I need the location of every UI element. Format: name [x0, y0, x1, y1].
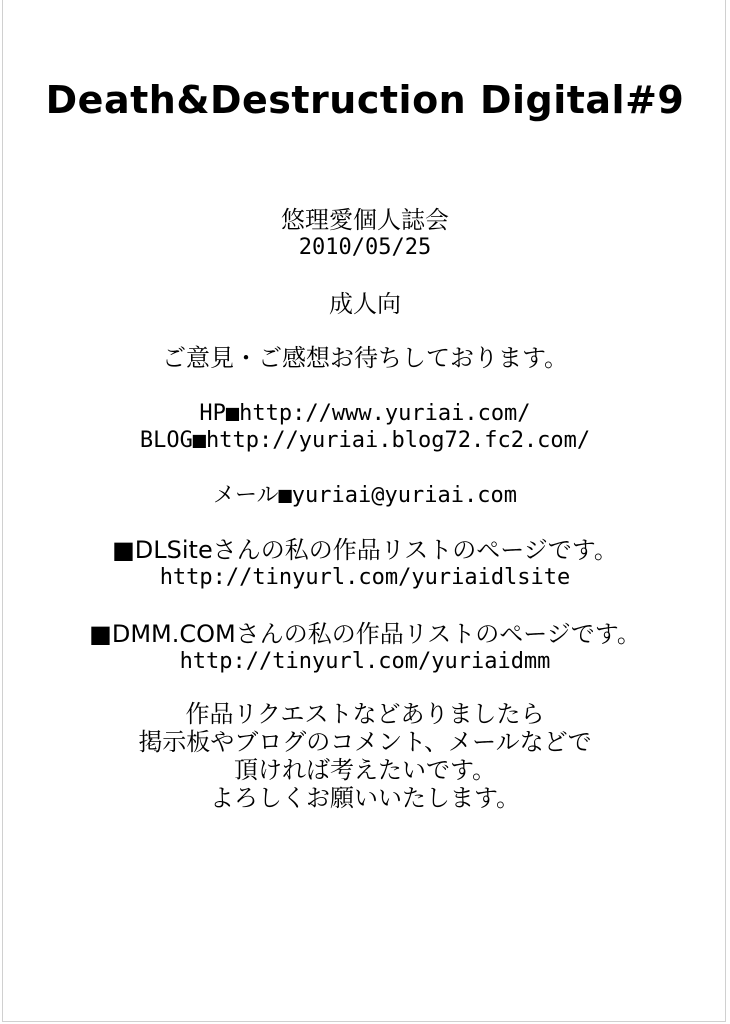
closing-line: 作品リクエストなどありましたら [185, 700, 545, 728]
circle-info [0, 206, 730, 261]
closing-message [0, 700, 730, 812]
page-border [2, 0, 726, 1022]
dlsite-heading: ■DLSiteさんの私の作品リストのページです。 [112, 536, 618, 564]
feedback-text: ご意見・ご感想お待ちしております。 [161, 344, 569, 372]
dmm-link[interactable]: http://tinyurl.com/yuriaidmm [179, 649, 551, 674]
blog-link[interactable]: BLOG■http://yuriai.blog72.fc2.com/ [139, 428, 591, 453]
page-title: Death&Destruction Digital#9 [45, 78, 685, 122]
email-link[interactable]: メール■yuriai@yuriai.com [213, 483, 517, 508]
dmm-heading: ■DMM.COMさんの私の作品リストのページです。 [89, 620, 641, 648]
dlsite-section [0, 536, 730, 591]
rating-label: 成人向 [329, 290, 401, 318]
closing-line: よろしくお願いいたします。 [209, 784, 521, 812]
closing-line: 掲示板やブログのコメント、メールなどで [138, 728, 592, 756]
release-date: 2010/05/25 [298, 235, 432, 260]
dmm-section [0, 620, 730, 675]
homepage-link[interactable]: HP■http://www.yuriai.com/ [199, 401, 531, 426]
site-links [0, 400, 730, 454]
circle-name: 悠理愛個人誌会 [281, 206, 449, 234]
closing-line: 頂ければ考えたいです。 [233, 756, 497, 784]
dlsite-link[interactable]: http://tinyurl.com/yuriaidlsite [159, 565, 571, 590]
